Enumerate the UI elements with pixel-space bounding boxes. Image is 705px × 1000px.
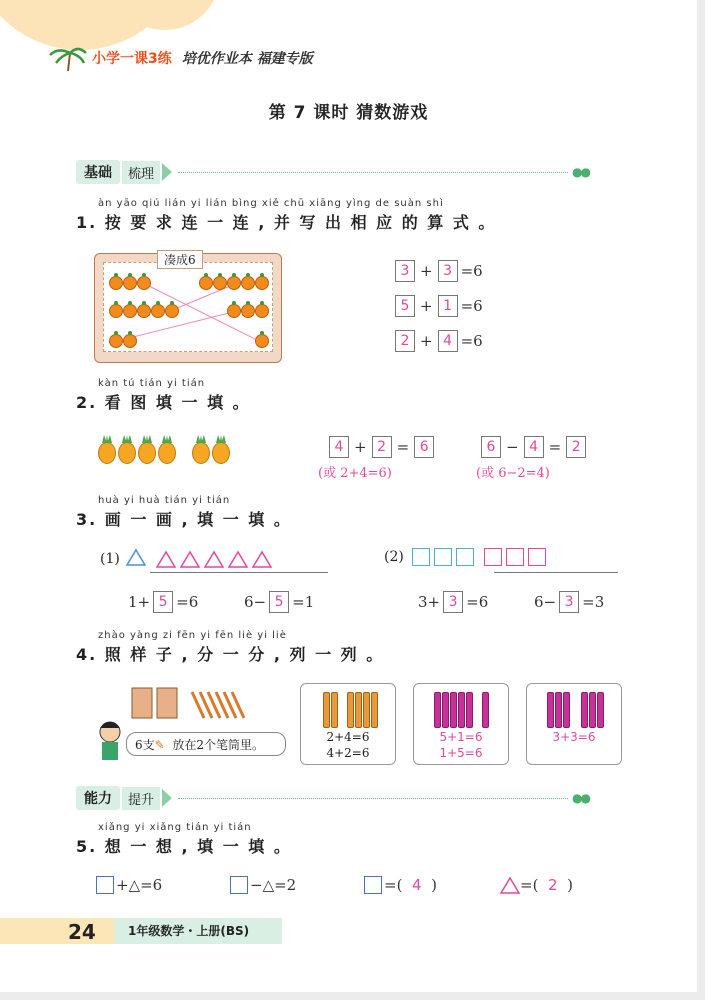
pinyin: kàn tú tián yi tián: [98, 378, 206, 389]
fruit-frame: [94, 253, 282, 363]
brand-header: [48, 45, 313, 71]
q3-eq-3: 3+ 3 =6: [418, 593, 489, 611]
page-footer: [0, 918, 282, 944]
orange-icon: [151, 304, 165, 318]
underline: [150, 572, 328, 573]
square-icon: [528, 548, 546, 566]
square-icon: [364, 876, 382, 894]
question-text: 4. 照 样 子 , 分 一 分 , 列 一 列 。: [76, 645, 385, 664]
orange-icon: [241, 276, 255, 290]
pinyin: xiǎng yi xiǎng tián yi tián: [98, 822, 252, 833]
section-tag: 能力: [76, 786, 120, 810]
question-text: 3. 画 一 画 , 填 一 填 。: [76, 510, 292, 529]
page-number: 24: [68, 920, 96, 944]
question-5: [76, 822, 292, 857]
q1-equation-2: 5 + 1 =6: [392, 295, 483, 317]
square-icon: [434, 548, 452, 566]
orange-icon: [123, 304, 137, 318]
pineapple-icon: [118, 442, 136, 464]
section-tag-sub: 提升: [122, 787, 160, 810]
orange-icon: [199, 276, 213, 290]
divider: [178, 172, 568, 173]
arrow-icon: [162, 789, 172, 807]
dots-icon: ●●: [572, 791, 589, 805]
q3-eq-1: 1+ 5 =6: [128, 593, 199, 611]
section-tag-sub: 梳理: [122, 161, 160, 184]
pineapple-icon: [98, 442, 116, 464]
brand-subtitle: 培优作业本 福建专版: [181, 51, 313, 67]
question-text: 2. 看 图 填 一 填 。: [76, 393, 251, 412]
q3-eq-4: 6− 3 =3: [534, 593, 605, 611]
orange-icon: [137, 276, 151, 290]
pineapple-icon: [212, 442, 230, 464]
orange-icon: [241, 304, 255, 318]
orange-icon: [109, 304, 123, 318]
q5-eq-2: −△=2: [230, 876, 296, 894]
square-icon: [412, 548, 430, 566]
q3-part-2: (2): [384, 548, 550, 566]
square-icon: [456, 548, 474, 566]
speech-bubble: 6支✎ 放在2个笔筒里。: [126, 732, 286, 756]
section-advanced: [76, 786, 589, 810]
q1-equation-3: 2 + 4 =6: [392, 330, 483, 352]
dots-icon: ●●: [572, 165, 589, 179]
q5-eq-4: =( 2 ): [500, 876, 573, 894]
orange-icon: [123, 334, 137, 348]
orange-icon: [255, 334, 269, 348]
orange-icon: [109, 276, 123, 290]
orange-icon: [109, 334, 123, 348]
square-icon: [484, 548, 502, 566]
pinyin: huà yi huà tián yi tián: [98, 495, 231, 506]
q3-eq-2: 6− 5 =1: [244, 593, 315, 611]
orange-icon: [255, 276, 269, 290]
triangle-icon: [126, 548, 146, 570]
pineapple-icon: [158, 442, 176, 464]
question-4: [76, 630, 384, 665]
question-3: [76, 495, 292, 530]
answer-card-1: 5+1=6 1+5=6: [413, 683, 509, 765]
lesson-title: 第 7 课时 猜数游戏: [268, 103, 429, 123]
question-2: [76, 378, 251, 413]
pineapple-icon: [192, 442, 210, 464]
palm-tree-icon: [48, 45, 88, 71]
pinyin: àn yāo qiú lián yi lián bìng xiě chū xiāng yìng de suàn shì: [98, 198, 444, 209]
q1-equation-1: 3 + 3 =6: [392, 260, 483, 282]
divider: [178, 798, 568, 799]
brand-name: 小学一课3练: [92, 51, 172, 67]
pencil-icon: ✎: [154, 738, 165, 752]
orange-icon: [137, 304, 151, 318]
q2-hint-2: (或 6−2=4): [476, 466, 550, 481]
answer-card-2: 3+3=6: [526, 683, 622, 765]
pineapple-icon: [138, 442, 156, 464]
frame-label: 凑成6: [157, 250, 203, 269]
orange-icon: [255, 304, 269, 318]
grade-label: 1年级数学・上册(BS): [114, 918, 282, 944]
orange-icon: [227, 304, 241, 318]
square-icon: [96, 876, 114, 894]
example-card: 2+4=6 4+2=6: [300, 683, 396, 765]
drawn-triangles: [156, 550, 276, 568]
orange-icon: [165, 304, 179, 318]
q2-equation-2: 6 − 4 = 2: [478, 436, 589, 458]
arrow-icon: [162, 163, 172, 181]
section-basic: [76, 160, 589, 184]
orange-icon: [123, 276, 137, 290]
orange-icon: [227, 276, 241, 290]
section-tag: 基础: [76, 160, 120, 184]
q5-eq-1: +△=6: [96, 876, 162, 894]
triangle-icon: [500, 876, 520, 894]
question-text: 1. 按 要 求 连 一 连 , 并 写 出 相 应 的 算 式 。: [76, 213, 497, 232]
q2-equation-1: 4 + 2 = 6: [326, 436, 437, 458]
question-text: 5. 想 一 想 , 填 一 填 。: [76, 837, 292, 856]
q2-hint-1: (或 2+4=6): [318, 466, 392, 481]
square-icon: [230, 876, 248, 894]
q5-eq-3: =( 4 ): [364, 876, 437, 894]
q3-part-1: (1): [100, 548, 276, 570]
orange-icon: [213, 276, 227, 290]
pinyin: zhào yàng zi fēn yi fēn liè yi liè: [98, 630, 287, 641]
question-1: [76, 198, 496, 233]
underline: [494, 572, 618, 573]
square-icon: [506, 548, 524, 566]
